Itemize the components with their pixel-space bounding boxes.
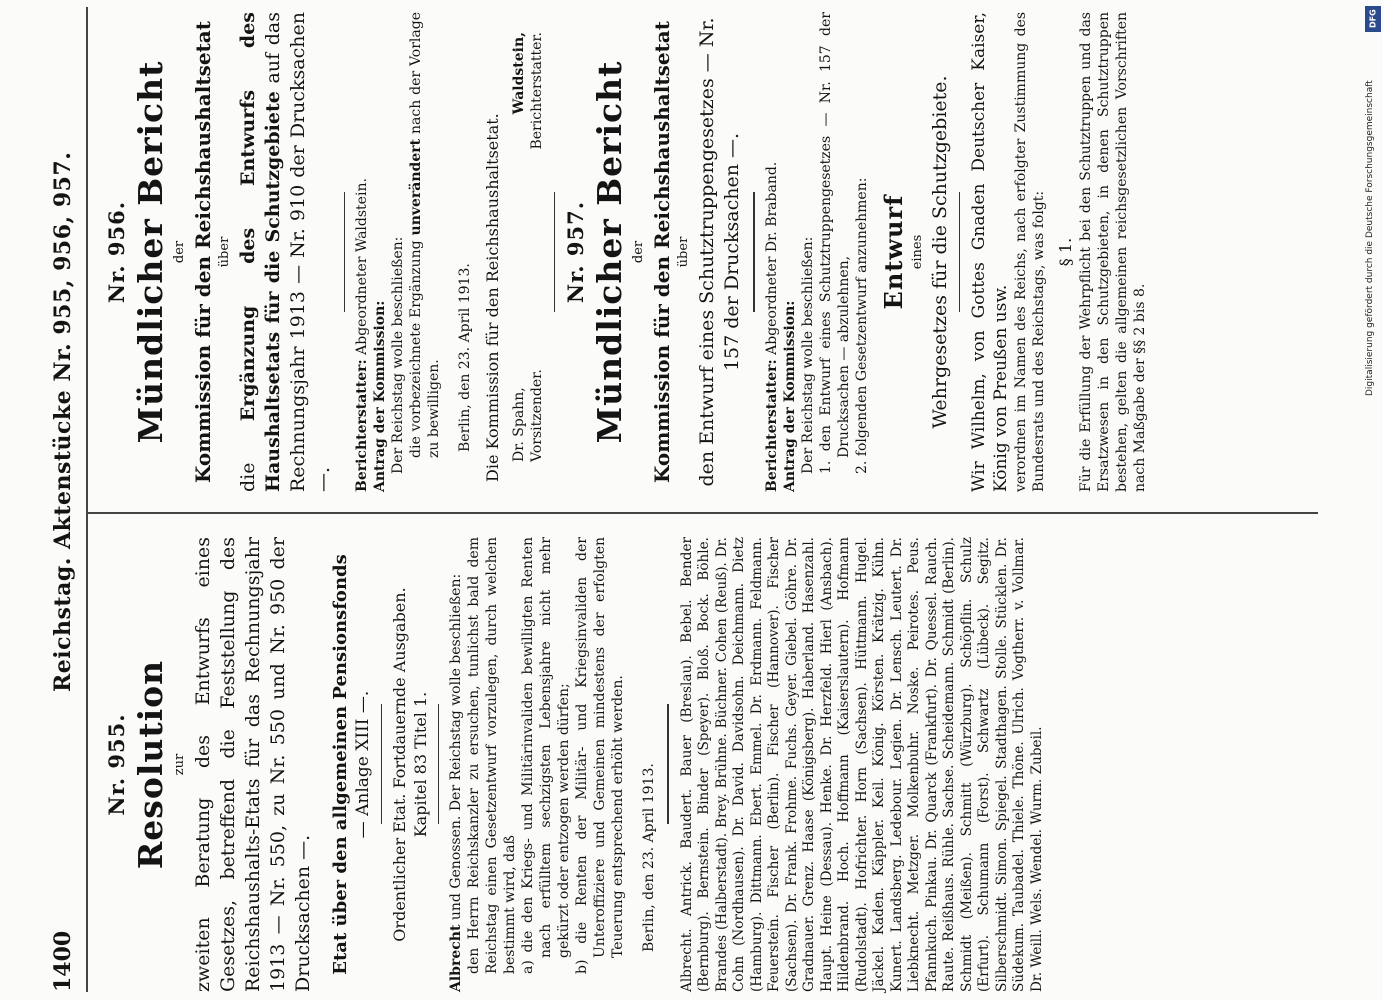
nr956-kommission-sig: Die Kommission für den Reichshaushaltsetat. [483,113,503,482]
nr956-kommission: Kommission für den Reichshaushaltsetat [191,21,215,484]
nr957-berichterstatter [763,12,781,492]
nr957-number: Nr. 957. [563,200,589,304]
nr955-item-a: a) die den Kriegs- und Militärinvaliden bewilligten Renten nach erfülltem sechzigsten Lebensjahre nicht mehr gekürzt oder entzogen werden dürfen; [520,537,573,974]
nr957-ueber: über [676,236,692,268]
nr955-date: Berlin, den 23. April 1913. [641,763,658,952]
nr956-sig-left [510,369,546,492]
nr956-lead-b: Ergänzung des Entwurfs des Haushaltsetats für die Schutzgebiete [237,12,284,492]
digitization-credit: Digitalisierung gefördert durch die Deutsche Forschungsgemeinschaft [1365,80,1375,396]
nr955-kapitel: Kapitel 83 Titel 1. [411,691,431,838]
rotated-document [44,7,1383,992]
nr955-item-b: b) die Renten der Militär- und Kriegsinvaliden der Unteroffiziere und Gemeinen mindestens der erfolgten Teuerung entsprechend erhöht werden. [574,537,627,974]
nr957-item2: 2. folgenden Gesetzentwurf anzunehmen: [853,177,870,474]
dfg-logo: DFG [1365,6,1381,32]
divider [753,192,754,312]
nr957-lead: den Entwurf eines Schutztruppengesetzes — Nr. 157 der Drucksachen —. [696,17,744,487]
running-title: Reichstag. Aktenstücke Nr. 955, 956, 957. [50,151,76,692]
divider [344,192,345,312]
nr955-number: Nr. 955. [104,713,129,816]
page-number: 1400 [50,930,76,992]
nr956-sig-left-name: Dr. Spahn, [511,387,528,462]
nr955-anlage: — Anlage XIII —. [353,690,373,839]
nr957-berichterstatter-name: Abgeordneter Dr. Braband. [763,161,780,360]
nr956-berichterstatter-name: Abgeordneter Waldstein. [354,178,371,360]
divider [381,705,382,825]
nr957-beschliessen: Der Reichstag wolle beschließen: [799,236,816,474]
nr957-paragraph-text: Für die Erfüllung der Wehrpflicht bei den Schutztruppen und das Ersatzwesen in den Schutzgebieten, in denen Schutztruppen bestehen, gelten die allgemeinen reichsgesetzlichen Vorschriften nach Maßgabe der §§ 2 bis 8. [1077,12,1148,492]
nr956-text-c: nach der Vorlage zu bewilligen. [408,12,443,458]
nr957-kommission: Kommission für den Reichshaushaltsetat [650,21,675,484]
nr955-intro-rest: und Genossen. Der Reichstag wolle beschließen: [448,573,465,925]
nr955-ordentlicher: Ordentlicher Etat. Fortdauernde Ausgaben. [390,587,410,942]
nr955-intro-bold: Albrecht [448,924,465,992]
nr956-sig-right [510,12,546,150]
divider [554,192,555,312]
nr957-antrag: Antrag der Kommission: [781,300,798,492]
nr956-sig-right-role: Berichterstatter. [529,32,546,150]
nr956-date: Berlin, den 23. April 1913. [457,263,474,452]
nr955-signatories: Albrecht. Antrick. Baudert. Bauer (Breslau). Bebel. Bender (Bernburg). Bernstein. Binder (Speyer). Bloß. Bock. Böhle. Brandes (Halberstadt). Brey. Brühne. Büchner. Cohen (Reuß). Dr. Cohn (Nordhausen). Dr. David. Davidsohn. Deichmann. Dietz (Hamburg). Dittmann. Ebert. Emmel. Dr. Erdmann. Feldmann. Feuerstein. Fischer (Berlin). Fischer (Hannover). Fischer (Sachsen). Dr. Frank. Frohme. Fuchs. Geyer. Giebel. Göhre. Dr. Gradnauer. Grenz. Haase (Königsberg). Haberland. Hasenzahl. Haupt. Heine (Dessau). Henke. Dr. Herzfeld. Hierl (Ansbach). Hildenbrand. Hoch. Hoffmann (Kaiserslautern). Hofmann (Rudolstadt). Hofrichter. Horn (Sachsen). Hüttmann. Hugel. Jäckel. Kaden. Käppler. Keil. König. Körsten. Krätzig. Kühn. Kunert. Landsberg. Ledebour. Legien. Dr. Lensch. Leutert. Dr. Liebknecht. Metzger. Molkenbuhr. Noske. Peirotes. Peus. Pfannkuch. Pinkau. Dr. Quarck (Frankfurt). Dr. Quessel. Rauch. Raute. Reißhaus. Rühle. Sachse. Scheidemann. Schmidt (Berlin). Schmidt (Meißen). Schmitt (Würzburg). Schöpflin. Schulz (Erfurt). Schumann (Forst). Schwartz (Lübeck). Segitz. Silberschmidt. Simon. Spiegel. Stadthagen. Stolle. Stücklen. Dr. Südekum. Taubadel. Thiele. Thöne. Ulrich. Vogtherr. v. Vollmar. Dr. Weill. Wels. Wendel. Wurm. Zubeil. [678,537,1045,992]
nr956-der: der [172,240,187,264]
nr956-text-a: die vorbezeichnete Ergänzung [408,235,425,458]
nr956-lead-a: die [237,421,259,492]
nr956-signatures [510,12,546,492]
nr956-sig-left-role: Vorsitzender. [529,369,546,462]
nr956-title: Mündlicher Bericht [131,60,170,444]
nr956-text [407,12,443,492]
nr955-title: Resolution [131,659,170,870]
nr955-intro [447,537,465,992]
column-right [96,12,1149,492]
nr957-eines: eines [909,234,925,270]
nr956-lead [236,12,336,492]
nr957-verordnen: verordnen im Namen des Reichs, nach erfolgter Zustimmung des Bundesrats und des Reichstags, was folgt: [1012,12,1047,492]
nr956-sig-right-name: Waldstein, [511,32,528,115]
nr956-lead-c: auf das Rechnungsjahr 1913 — Nr. 910 der Drucksachen —. [262,12,334,492]
nr957-wir: Wir Wilhelm, von Gottes Gnaden Deutscher Kaiser, König von Preußen usw. [968,12,1011,492]
divider [667,705,668,825]
nr957-der: der [631,240,647,264]
nr955-zur: zur [172,753,187,776]
nr957-paragraph: § 1. [1055,237,1075,267]
nr956-ueber: über [217,236,232,268]
nr956-text-b: unverändert [408,138,425,236]
nr955-section-title: Etat über den allgemeinen Pensionsfonds [330,554,351,975]
nr956-number: Nr. 956. [104,200,129,304]
column-divider [88,513,1318,515]
nr957-entwurf: Entwurf [878,194,908,310]
nr957-gesetz: Wehrgesetzes für die Schutzgebiete. [928,75,951,429]
nr957-berichterstatter-label: Berichterstatter: [763,359,780,492]
divider [959,192,960,312]
nr955-lead: zweiten Beratung des Entwurfs eines Gesetzes, betreffend die Feststellung des Reichshaushalts-Etats für das Rechnungsjahr 1913 — Nr. 550, zu Nr. 550 und Nr. 950 der Drucksachen —. [192,537,314,992]
header-rule [86,7,88,992]
nr956-beschliessen: Der Reichstag wolle beschließen: [390,236,407,474]
column-left [96,537,1046,992]
nr956-berichterstatter [353,12,371,492]
nr957-item1: 1. den Entwurf eines Schutztruppengesetzes — Nr. 157 der Drucksachen — abzulehnen, [817,12,852,474]
divider [438,705,439,825]
nr957-title: Mündlicher Bericht [590,60,630,444]
nr956-berichterstatter-label: Berichterstatter: [354,359,371,492]
nr956-antrag: Antrag der Kommission: [372,300,389,492]
page-header [44,7,88,992]
nr955-para1: den Herrn Reichskanzler zu ersuchen, tunlichst bald dem Reichstag einen Gesetzentwurf vorzulegen, durch welchen bestimmt wird, daß [466,537,519,974]
